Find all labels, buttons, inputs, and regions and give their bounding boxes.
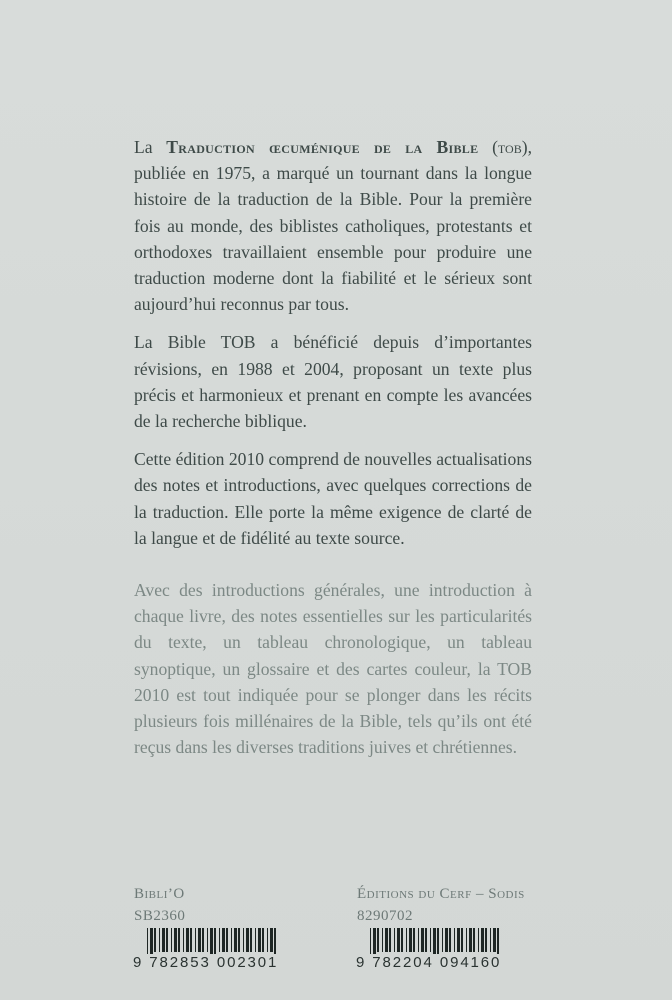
barcode-bar: [481, 928, 484, 952]
barcode-bar: [147, 928, 148, 954]
barcode-bar: [210, 928, 213, 954]
barcode-bar: [461, 928, 463, 952]
barcode-bar: [473, 928, 475, 952]
barcode-bar: [370, 928, 371, 954]
barcode-number-left: 9 782853 002301: [133, 954, 279, 971]
barcode-bar: [267, 928, 268, 952]
barcode-bar: [445, 928, 448, 952]
barcode-bar: [430, 928, 431, 952]
barcode-bar: [437, 928, 439, 954]
barcode-bar: [258, 928, 261, 952]
barcode-right: [356, 928, 506, 988]
barcode-bar: [469, 928, 472, 952]
barcode-bar: [433, 928, 436, 954]
barcode-bar: [183, 928, 184, 952]
barcode-bar: [478, 928, 479, 952]
barcode-bar: [421, 928, 424, 952]
barcode-bar: [250, 928, 252, 952]
barcode-bar: [150, 928, 153, 954]
barcode-bar: [485, 928, 487, 952]
barcode-bar: [174, 928, 177, 952]
barcode-bar: [397, 928, 400, 952]
barcode-bar: [394, 928, 395, 952]
barcode-bar: [490, 928, 491, 952]
barcode-bar: [162, 928, 165, 952]
barcode-bar: [377, 928, 379, 952]
barcode-bar: [234, 928, 237, 952]
barcode-bar: [198, 928, 201, 952]
barcode-bar: [178, 928, 180, 952]
paragraph-revisions: La Bible TOB a bénéficié depuis d’importantes révisions, en 1988 et 2004, proposant un texte plus précis et harmonieux et prenant en compte les avancées de la recherche biblique.: [134, 332, 532, 432]
barcode-bar: [497, 928, 499, 954]
barcode-bar: [255, 928, 256, 952]
barcode-bar: [466, 928, 467, 952]
barcode-bar: [159, 928, 160, 952]
barcode-bar: [409, 928, 412, 952]
intro-rest: , publiée en 1975, a marqué un tournant dans la longue histoire de la traduction de la Bible. Pour la première fois au monde, des biblistes catholiques, protestants et orthodoxes travaillaient ensemble pour produire une traduction moderne dont la fiabilité et le sérieux sont aujourd’hui reconnus par tous.: [134, 137, 532, 315]
code-right: 8290702: [357, 908, 413, 924]
barcode-bar: [413, 928, 415, 952]
paragraph-features: Avec des introductions générales, une introduction à chaque livre, des notes essentielles sur les particularités du texte, un tableau chronologique, un tableau synoptique, un glossaire et des cartes couleur, la TOB 2010 est tout indiquée pour se plonger dans les récits plusieurs fois millénaires de la Bible, tels qu’ils ont été reçus dans les diverses traditions juives et chrétiennes.: [134, 580, 532, 758]
barcode-bar: [226, 928, 228, 952]
book-title: Traduction œcuménique de la Bible: [166, 137, 479, 157]
imprint-left: [134, 883, 185, 927]
barcode-number-right: 9 782204 094160: [356, 954, 502, 971]
intro-prefix: La: [134, 137, 167, 157]
barcode-bar: [154, 928, 156, 952]
barcode-bar: [270, 928, 273, 952]
barcode-bar: [195, 928, 196, 952]
barcode-bar: [406, 928, 407, 952]
paragraph-edition: Cette édition 2010 comprend de nouvelles actualisations des notes et introductions, avec quelques corrections de la traduction. Elle porte la même exigence de clarté de la langue et de fidélité au texte source.: [134, 449, 532, 548]
barcode-bar: [186, 928, 189, 952]
paragraph-intro: [134, 134, 532, 317]
barcode-bar: [190, 928, 192, 952]
barcode-bar: [262, 928, 264, 952]
cover-text: [134, 134, 532, 772]
publisher-left: Bibli’O: [134, 886, 185, 902]
barcode-bar: [219, 928, 220, 952]
barcode-bar: [442, 928, 443, 952]
barcode-bar: [425, 928, 427, 952]
barcode-bars-right: [356, 928, 506, 954]
barcode-bars-left: [133, 928, 283, 954]
barcode-bar: [385, 928, 388, 952]
barcode-bar: [493, 928, 496, 952]
barcode-bar: [243, 928, 244, 952]
barcode-bar: [222, 928, 225, 952]
imprint-right: [357, 883, 525, 927]
barcode-bar: [202, 928, 204, 952]
barcode-bar: [207, 928, 208, 952]
barcode-bar: [373, 928, 376, 954]
barcode-bar: [449, 928, 451, 952]
barcode-bar: [171, 928, 172, 952]
barcode-bar: [389, 928, 391, 952]
barcode-bar: [238, 928, 240, 952]
barcode-bar: [457, 928, 460, 952]
barcode-bar: [274, 928, 276, 954]
code-left: SB2360: [134, 908, 186, 924]
abbr: (tob): [478, 137, 528, 157]
barcode-bar: [214, 928, 216, 954]
barcode-left: [133, 928, 283, 988]
barcode-bar: [454, 928, 455, 952]
publisher-right: Éditions du Cerf – Sodis: [357, 886, 525, 902]
barcode-bar: [418, 928, 419, 952]
barcode-bar: [231, 928, 232, 952]
barcode-bar: [382, 928, 383, 952]
barcode-bar: [401, 928, 403, 952]
barcode-bar: [246, 928, 249, 952]
barcode-bar: [166, 928, 168, 952]
